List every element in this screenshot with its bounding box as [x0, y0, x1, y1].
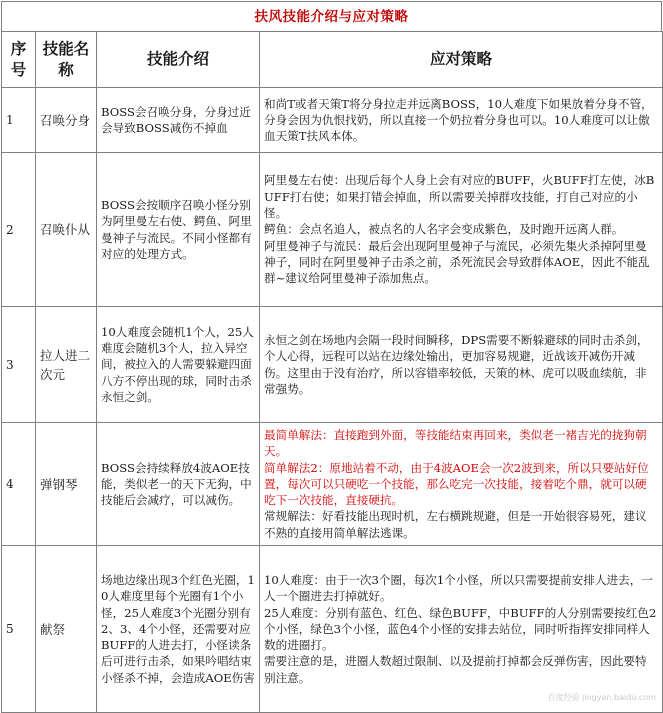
skill-intro-cell — [97, 153, 260, 307]
skill-name: 弹钢琴 — [40, 476, 78, 492]
skill-intro-cell — [97, 307, 260, 423]
skill-table — [1, 31, 663, 713]
strategy-paragraph: 永恒之剑在场地内会隔一段时间瞬移，DPS需要不断躲避球的同时击杀剑，个人心得，远程可以站在边缘处输出，更加容易规避，近战该开减伤开减伤。这里由于没有治疗，所以容错率较低，天策的林、虎可以吸血续航，非常强势。 — [264, 332, 649, 396]
header-num: 序号 — [2, 32, 36, 88]
strategy-paragraph: 需要注意的是，进圈人数超过限制、以及提前打掉都会反弹伤害，因此要特别注意。 — [264, 654, 647, 685]
skill-name: 召唤分身 — [40, 112, 91, 128]
strategy-paragraph: 25人难度：分别有蓝色、红色、绿色BUFF，中BUFF的人分别需要按红色2个小怪，绿色3个小怪，蓝色4个小怪的安排去站位，同时听指挥安排同样人数的进圈打。 — [264, 605, 657, 653]
skill-name: 召唤仆从 — [40, 222, 91, 237]
watermark: 百度经验 jingyan.baidu.com — [547, 693, 656, 702]
skill-name-cell — [36, 88, 97, 153]
table-row — [2, 546, 663, 713]
skill-name: 拉人进二次元 — [40, 347, 91, 382]
strategy-paragraph: 最简单解法：直接跑到外面，等技能结束再回来，类似老一褚吉光的拢狗朝天。 — [264, 427, 647, 459]
header-strategy: 应对策略 — [260, 32, 663, 88]
strategy-cell — [260, 153, 663, 307]
header-name: 技能名称 — [36, 32, 97, 88]
skill-name: 献祭 — [40, 621, 66, 637]
skill-intro: BOSS会按顺序召唤小怪分别为阿里曼左右使、鳄鱼、阿里曼神子与流民。不同小怪都有对应的处理方式。 — [101, 197, 252, 261]
header-intro: 技能介绍 — [97, 32, 260, 88]
skill-intro: BOSS会召唤分身，分身过近会导致BOSS减伤不掉血 — [101, 104, 251, 135]
skill-name-cell — [36, 423, 97, 546]
skill-name-cell — [36, 546, 97, 713]
row-number: 1 — [2, 88, 36, 153]
table-row — [2, 423, 663, 546]
skill-intro-cell — [97, 423, 260, 546]
skill-intro-cell — [97, 88, 260, 153]
skill-intro-cell — [97, 546, 260, 713]
strategy-cell — [260, 423, 663, 546]
skill-intro: 10人难度会随机1个人，25人难度会随机3个人，拉入异空间，被拉入的人需要躲避四面八方不停出现的球，同时击杀永恒之剑。 — [101, 324, 254, 404]
strategy-paragraph: 阿里曼神子与流民：最后会出现阿里曼神子与流民，必须先集火杀掉阿里曼神子，同时在阿里曼神子击杀之前，杀死流民会导致群体AOE，因此不能乱群~建议给阿里曼神子添加焦点。 — [264, 238, 650, 286]
strategy-cell — [260, 88, 663, 153]
table-row — [2, 88, 663, 153]
skill-intro: 场地边缘出现3个红色光圈，10人难度里每个光圈有1个小怪，25人难度3个光圈分别有2、3、4个小怪，还需要对应BUFF的人进去打，小怪读条后可进行击杀，如果吟唱结束小怪杀不掉，会造成AOE伤害 — [101, 572, 255, 685]
strategy-cell — [260, 546, 663, 713]
row-number: 4 — [2, 423, 36, 546]
strategy-cell — [260, 307, 663, 423]
row-number: 3 — [2, 307, 36, 423]
document-title: 扶风技能介绍与应对策略 — [1, 1, 662, 31]
skill-intro: BOSS会持续释放4波AOE技能，类似老一的天下无狗，中技能后会减疗，可以减伤。 — [101, 460, 252, 508]
strategy-paragraph: 简单解法2：原地站着不动，由于4波AOE会一次2波到来，所以只要站好位置，每次可以只硬吃一个技能，那么吃完一次技能，接着吃个鼎，就可以硬吃下一次技能，直接硬抗。 — [264, 460, 649, 508]
strategy-paragraph: 常规解法：好看技能出现时机，左右横跳规避，但是一开始很容易死，建议不熟的直接用简单解法逃课。 — [264, 509, 647, 540]
strategy-paragraph: 10人难度：由于一次3个圈，每次1个小怪，所以只需要提前安排人进去，一人一个圈进去打掉就好。 — [264, 572, 653, 604]
table-row — [2, 307, 663, 423]
strategy-paragraph: 阿里曼左右使：出现后每个人身上会有对应的BUFF，火BUFF打左使，冰BUFF打右使；如果打错会掉血，所以需要关掉群攻技能，打自己对应的小怪。 — [264, 173, 655, 221]
table-row — [2, 153, 663, 307]
skill-name-cell — [36, 307, 97, 423]
skill-name-cell — [36, 153, 97, 307]
table-header-row — [2, 32, 663, 88]
strategy-paragraph: 和尚T或者天策T将分身拉走并远离BOSS，10人难度下如果放着分身不管，分身会因为仇恨找奶，所以直接一个奶拉着分身也可以。10人难度可以让傲血天策T扶风本体。 — [264, 96, 653, 144]
row-number: 5 — [2, 546, 36, 713]
strategy-paragraph: 鳄鱼：会点名追人，被点名的人名字会变成紫色，及时跑开远离人群。 — [264, 222, 624, 237]
skill-strategy-document — [1, 1, 662, 707]
row-number: 2 — [2, 153, 36, 307]
